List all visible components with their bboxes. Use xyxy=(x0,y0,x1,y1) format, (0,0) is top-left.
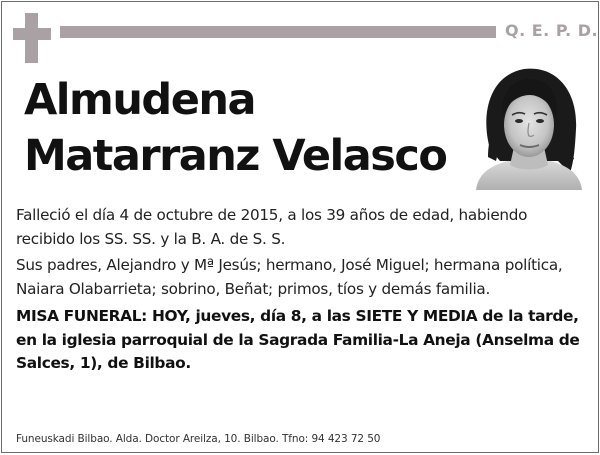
notice-body xyxy=(16,204,588,379)
funeral-home-footer: Funeuskadi Bilbao. Alda. Doctor Areilza, 10. Bilbao. Tfno: 94 423 72 50 xyxy=(16,433,381,445)
qepd-badge: Q. E. P. D. xyxy=(505,21,599,40)
header-rule xyxy=(60,26,496,38)
death-announcement: Falleció el día 4 de octubre de 2015, a los 39 años de edad, habiendo recibido los SS. SS. y la B. A. de S. S. xyxy=(16,206,528,248)
deceased-first-name: Almudena xyxy=(24,75,256,125)
family-list: Sus padres, Alejandro y Mª Jesús; hermano, José Miguel; hermana política, Naiara Olabarrieta; sobrino, Beñat; primos, tíos y demás familia. xyxy=(16,256,563,298)
portrait-photo xyxy=(474,61,582,190)
obituary-notice xyxy=(1,1,599,453)
latin-cross-icon xyxy=(13,13,51,63)
deceased-name xyxy=(24,72,446,184)
funeral-mass-info: MISA FUNERAL: HOY, jueves, día 8, a las SIETE Y MEDIA de la tarde, en la iglesia parroquial de la Sagrada Familia-La Aneja (Anselma de Salces, 1), de Bilbao. xyxy=(16,307,580,372)
cross-horizontal-bar xyxy=(13,28,51,40)
deceased-surnames: Matarranz Velasco xyxy=(24,131,447,181)
